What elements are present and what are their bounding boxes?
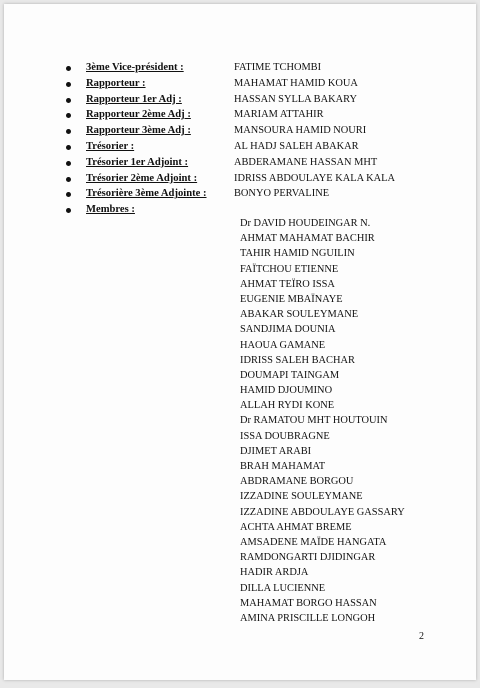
role-name: HASSAN SYLLA BAKARY — [234, 93, 357, 105]
role-label: Rapporteur : — [86, 77, 146, 89]
list-item: RAMDONGARTI DJIDINGAR — [240, 552, 376, 564]
list-item: ISSA DOUBRAGNE — [240, 430, 330, 442]
role-label: Rapporteur 1er Adj : — [86, 93, 182, 105]
role-label: Rapporteur 3ème Adj : — [86, 125, 191, 137]
list-item: MAHAMAT BORGO HASSAN — [240, 597, 377, 609]
list-item: HAMID DJOUMINO — [240, 385, 333, 397]
role-name: FATIME TCHOMBI — [234, 62, 322, 73]
list-item: DILLA LUCIENNE — [240, 582, 326, 594]
bullet-icon — [66, 161, 71, 166]
list-item: AMINA PRISCILLE LONGOH — [240, 612, 376, 624]
list-item: IZZADINE ABDOULAYE GASSARY — [240, 506, 405, 518]
list-item: AHMAT MAHAMAT BACHIR — [240, 233, 375, 245]
list-item: ABDRAMANE BORGOU — [240, 476, 354, 488]
role-label: 3ème Vice-président : — [86, 62, 184, 73]
bullet-icon — [66, 82, 71, 87]
list-item: IZZADINE SOULEYMANE — [240, 491, 363, 503]
role-name: MANSOURA HAMID NOURI — [234, 125, 367, 137]
role-name: BONYO PERVALINE — [234, 188, 330, 200]
list-item: AHMAT TEÏRO ISSA — [240, 278, 335, 290]
bullet-icon — [66, 98, 71, 103]
bullet-icon — [66, 129, 71, 134]
list-item: HAOUA GAMANE — [240, 339, 326, 351]
page-number: 2 — [419, 631, 424, 642]
list-item: SANDJIMA DOUNIA — [240, 324, 336, 336]
bullet-icon — [66, 145, 71, 150]
list-item: HADIR ARDJA — [240, 567, 309, 579]
role-label: Trésorier 2ème Adjoint : — [86, 172, 198, 184]
list-item: DOUMAPI TAINGAM — [240, 369, 340, 381]
list-item: DJIMET ARABI — [240, 445, 312, 457]
list-item: EUGENIE MBAÏNAYE — [240, 293, 343, 305]
list-item: AMSADENE MAÏDE HANGATA — [240, 536, 387, 548]
bullet-icon — [66, 113, 71, 118]
role-label: Membres : — [86, 204, 135, 216]
bullet-icon — [66, 208, 71, 213]
bullet-icon — [66, 66, 71, 71]
list-item: Dr RAMATOU MHT HOUTOUIN — [240, 415, 388, 427]
role-label: Trésorier : — [86, 140, 135, 152]
list-item: ABAKAR SOULEYMANE — [240, 309, 359, 321]
role-name: MAHAMAT HAMID KOUA — [234, 77, 358, 89]
role-name: MARIAM ATTAHIR — [234, 109, 324, 121]
list-item: ACHTA AHMAT BREME — [240, 521, 352, 533]
role-label: Trésorière 3ème Adjointe : — [86, 188, 207, 200]
role-name: IDRISS ABDOULAYE KALA KALA — [234, 172, 395, 184]
list-item: IDRISS SALEH BACHAR — [240, 354, 355, 366]
document-page — [4, 4, 476, 680]
role-label: Rapporteur 2ème Adj : — [86, 109, 191, 121]
bullet-icon — [66, 192, 71, 197]
role-label: Trésorier 1er Adjoint : — [86, 156, 189, 168]
bullet-icon — [66, 177, 71, 182]
list-item: FAÏTCHOU ETIENNE — [240, 263, 339, 275]
role-name: ABDERAMANE HASSAN MHT — [234, 156, 378, 168]
list-item: TAHIR HAMID NGUILIN — [240, 248, 355, 260]
role-name: AL HADJ SALEH ABAKAR — [234, 140, 359, 152]
list-item: ALLAH RYDI KONE — [240, 400, 335, 412]
members-list — [240, 216, 405, 626]
list-item: Dr DAVID HOUDEINGAR N. — [240, 218, 371, 229]
list-item: BRAH MAHAMAT — [240, 461, 326, 472]
